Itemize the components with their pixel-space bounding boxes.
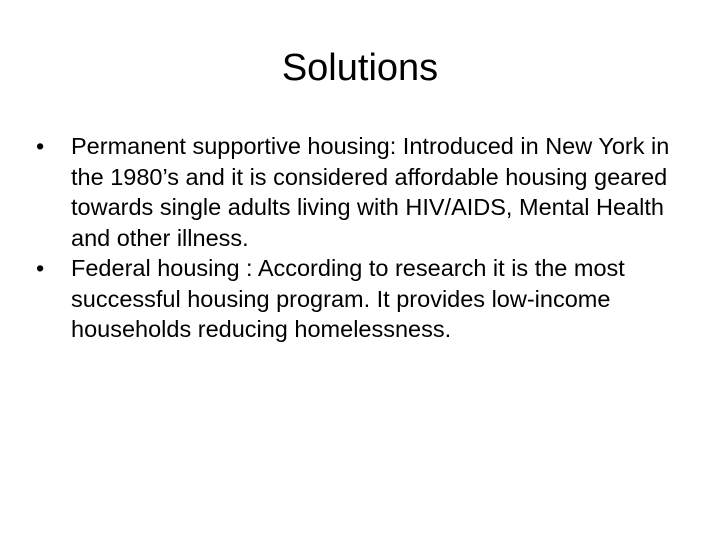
bullet-marker: • — [36, 255, 45, 281]
bullet-item-federal-housing — [36, 253, 690, 345]
bullet-item-permanent-supportive-housing — [36, 131, 690, 253]
bullet-list — [36, 131, 690, 345]
slide-title: Solutions — [281, 47, 439, 89]
bullet-text: Federal housing : According to research it is the most successful housing program. It provides low-income households reducing homelessness. — [71, 255, 625, 342]
bullet-marker: • — [36, 133, 45, 159]
bullet-text: Permanent supportive housing: Introduced in New York in the 1980’s and it is considered affordable housing geared towards single adults living with HIV/AIDS, Mental Health and other illness. — [71, 133, 670, 251]
